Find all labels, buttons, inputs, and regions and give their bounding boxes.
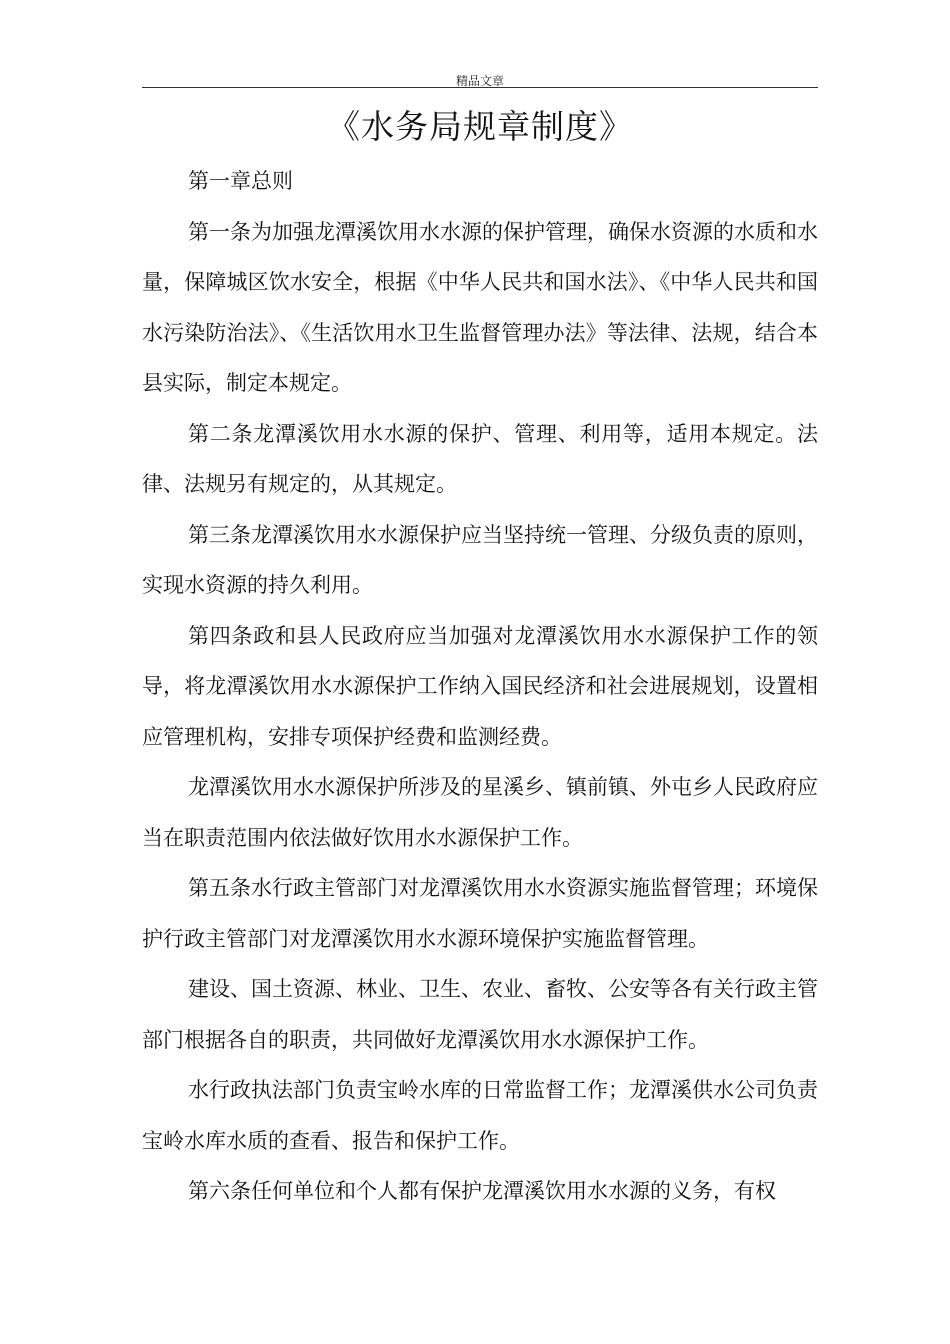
- document-body: [142, 156, 818, 1217]
- article-6: 第六条任何单位和个人都有保护龙潭溪饮用水水源的义务，有权: [188, 1179, 776, 1203]
- page-header: 精品文章: [455, 74, 504, 88]
- article-4: 第四条政和县人民政府应当加强对龙潭溪饮用水水源保护工作的领导，将龙潭溪饮用水水源保护工作纳入国民经济和社会进展规划，设置相应管理机构，安排专项保护经费和监测经费。: [142, 623, 818, 749]
- article-1: 第一条为加强龙潭溪饮用水水源的保护管理，确保水资源的水质和水量，保障城区饮水安全，根据《中华人民共和国水法》、《中华人民共和国水污染防治法》、《生活饮用水卫生监督管理办法》等法律、法规，结合本县实际，制定本规定。: [142, 219, 818, 395]
- article-4-paragraph-2: 龙潭溪饮用水水源保护所涉及的星溪乡、镇前镇、外屯乡人民政府应当在职责范围内依法做好饮用水水源保护工作。: [142, 775, 818, 850]
- article-5: 第五条水行政主管部门对龙潭溪饮用水水资源实施监督管理；环境保护行政主管部门对龙潭溪饮用水水源环境保护实施监督管理。: [142, 876, 818, 951]
- article-3: 第三条龙潭溪饮用水水源保护应当坚持统一管理、分级负责的原则，实现水资源的持久利用。: [142, 522, 818, 597]
- document-title: 《水务局规章制度》: [327, 107, 633, 146]
- article-5-paragraph-3: 水行政执法部门负责宝岭水库的日常监督工作；龙潭溪供水公司负责宝岭水库水质的查看、报告和保护工作。: [142, 1078, 818, 1153]
- article-2: 第二条龙潭溪饮用水水源的保护、管理、利用等，适用本规定。法律、法规另有规定的，从其规定。: [142, 421, 818, 496]
- article-5-paragraph-2: 建设、国土资源、林业、卫生、农业、畜牧、公安等各有关行政主管部门根据各自的职责，共同做好龙潭溪饮用水水源保护工作。: [142, 977, 818, 1052]
- chapter-heading: 第一章总则: [188, 169, 293, 193]
- header-divider: [142, 87, 818, 88]
